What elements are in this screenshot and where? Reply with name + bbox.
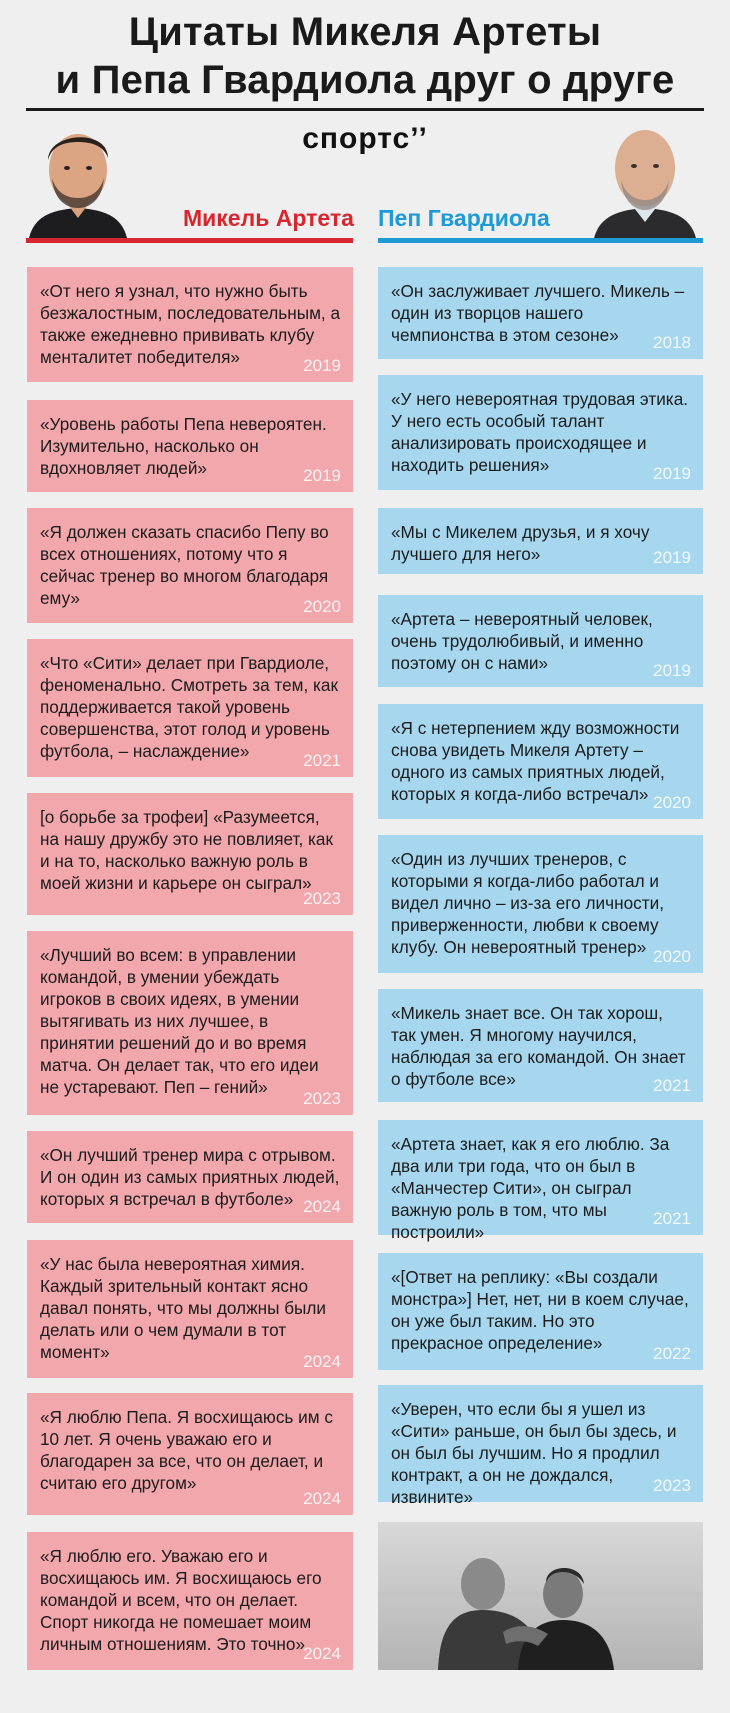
guardiola-portrait (585, 118, 705, 243)
arteta-name-label: Микель Артета (183, 205, 354, 231)
quote-text: «От него я узнал, что нужно быть безжалостным, последовательным, а также ежедневно прививать клубу менталитет победителя» (40, 281, 341, 367)
quote-year: 2022 (653, 1344, 691, 1363)
arteta-quote-card (27, 1393, 353, 1515)
arteta-color-bar (26, 238, 353, 243)
quote-year: 2023 (653, 1476, 691, 1495)
title-line-2: и Пепа Гвардиола друг о друге (55, 58, 675, 102)
quote-text: «[Ответ на реплику: «Вы создали монстра»] Нет, нет, ни в коем случае, он уже был таким. Но это прекрасное определение» (391, 1267, 689, 1353)
arteta-quote-card (27, 639, 353, 777)
quote-year: 2020 (653, 947, 691, 966)
quote-year: 2023 (303, 1089, 341, 1108)
quote-text: [о борьбе за трофеи] «Разумеется, на нашу дружбу это не повлияет, как и на то, насколько важную роль в моей жизни и карьере он сыграл» (40, 807, 333, 893)
quote-year: 2021 (653, 1076, 691, 1095)
quote-text: «Я должен сказать спасибо Пепу во всех отношениях, потому что я сейчас тренер во многом благодаря ему» (40, 522, 329, 608)
quote-text: «Я люблю Пепа. Я восхищаюсь им с 10 лет. Я очень уважаю его и благодарен за все, что он делает, и считаю его другом» (40, 1407, 333, 1493)
quote-year: 2021 (653, 1209, 691, 1228)
quote-text: «Артета знает, как я его люблю. За два или три года, что он был в «Манчестер Сити», он сыграл важную роль в том, что мы построили» (391, 1134, 670, 1242)
embrace-photo (378, 1522, 703, 1670)
page-title (0, 8, 730, 104)
quote-text: «Я с нетерпением жду возможности снова увидеть Микеля Артету – одного из самых приятных людей, которых я когда-либо встречал» (391, 718, 680, 804)
arteta-portrait (18, 118, 138, 243)
quote-text: «У него невероятная трудовая этика. У него есть особый талант анализировать происходящее и находить решения» (391, 389, 689, 475)
guardiola-quote-card (378, 595, 703, 687)
guardiola-color-bar (378, 238, 703, 243)
quote-text: «Он заслуживает лучшего. Микель – один из творцов нашего чемпионства в этом сезоне» (391, 281, 685, 345)
title-divider (26, 108, 704, 111)
arteta-quote-card (27, 400, 353, 492)
brand-logo: спортс’’ (302, 122, 428, 155)
title-line-1: Цитаты Микеля Артеты (128, 10, 602, 54)
guardiola-quote-card (378, 704, 703, 819)
quote-text: «Уверен, что если бы я ушел из «Сити» раньше, он был бы здесь, и он был бы лучшим. Но я продлил контракт, а он не дождался, извините» (391, 1399, 677, 1507)
quote-year: 2024 (303, 1197, 341, 1216)
quote-text: «Уровень работы Пепа невероятен. Изумительно, насколько он вдохновляет людей» (40, 414, 327, 478)
arteta-quote-card (27, 1532, 353, 1670)
quote-year: 2024 (303, 1352, 341, 1371)
arteta-quote-card (27, 793, 353, 915)
quote-year: 2019 (653, 464, 691, 483)
quote-year: 2019 (653, 661, 691, 680)
guardiola-quote-card (378, 1385, 703, 1507)
arteta-quote-card (27, 1240, 353, 1378)
quote-text: «Я люблю его. Уважаю его и восхищаюсь им. Я восхищаюсь его командой и всем, что он делает. Спорт никогда не помешает моим личным отношениям. Это точно» (40, 1546, 322, 1654)
quote-text: «Лучший во всем: в управлении командой, в умении убеждать игроков в своих идеях, в умении вытягивать из них лучшее, в принятии решений до и во время матча. Он делает так, что его идеи не устаревают. Пеп – гений» (40, 945, 319, 1097)
quote-text: «Микель знает все. Он так хорош, так умен. Я многому научился, наблюдая за его командой. Он знает о футболе все» (391, 1003, 686, 1089)
guardiola-quote-card (378, 1120, 703, 1242)
quote-year: 2020 (653, 793, 691, 812)
quote-year: 2024 (303, 1644, 341, 1663)
guardiola-quote-card (378, 508, 703, 574)
quote-year: 2023 (303, 889, 341, 908)
arteta-quote-card (27, 1131, 353, 1223)
quote-text: «У нас была невероятная химия. Каждый зрительный контакт ясно давал понять, что мы должны были делать или о чем думали в тот момент» (40, 1254, 327, 1362)
guardiola-quote-card (378, 835, 703, 973)
guardiola-quote-card (378, 267, 703, 359)
quote-year: 2024 (303, 1489, 341, 1508)
guardiola-quote-card (378, 989, 703, 1102)
quote-text: «Один из лучших тренеров, с которыми я когда-либо работал и видел лично – из-за его личности, приверженности, любви к своему клубу. Он невероятный тренер» (391, 849, 664, 957)
arteta-quote-card (27, 931, 353, 1115)
quote-text: «Что «Сити» делает при Гвардиоле, феноменально. Смотреть за тем, как поддерживается такой уровень совершенства, этот голод и уровень футбола, – наслаждение» (40, 653, 338, 761)
quote-text: «Артета – невероятный человек, очень трудолюбивый, и именно поэтому он с нами» (391, 609, 653, 673)
quote-text: «Он лучший тренер мира с отрывом. И он один из самых приятных людей, которых я встречал в футболе» (40, 1145, 340, 1209)
quote-year: 2019 (653, 548, 691, 567)
arteta-quote-card (27, 267, 353, 382)
quote-year: 2019 (303, 356, 341, 375)
guardiola-quote-card (378, 1253, 703, 1370)
quote-year: 2019 (303, 466, 341, 485)
quote-year: 2021 (303, 751, 341, 770)
guardiola-quote-card (378, 375, 703, 490)
quote-year: 2018 (653, 333, 691, 352)
guardiola-name-label: Пеп Гвардиола (378, 205, 550, 231)
quote-year: 2020 (303, 597, 341, 616)
arteta-quote-card (27, 508, 353, 623)
quote-text: «Мы с Микелем друзья, и я хочу лучшего для него» (391, 522, 650, 564)
